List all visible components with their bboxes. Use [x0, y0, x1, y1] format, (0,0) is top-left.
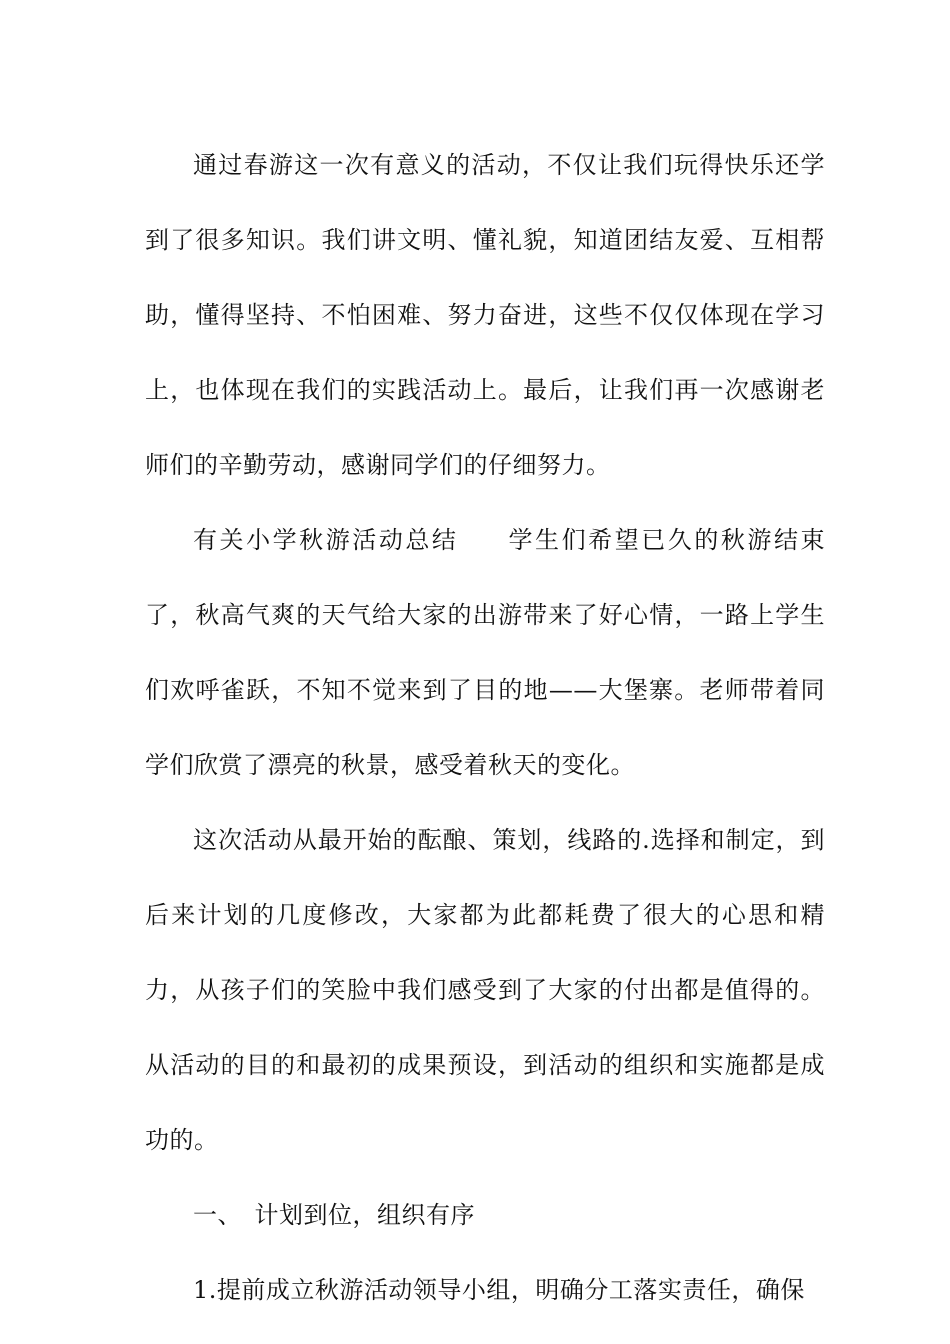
paragraph-item-1: 1.提前成立秋游活动领导小组，明确分工落实责任，确保 [193, 1276, 805, 1304]
subheading-planning: 一、 计划到位，组织有序 [193, 1201, 475, 1229]
section-heading: 有关小学秋游活动总结 [193, 526, 459, 554]
paragraph-activity-review: 这次活动从最开始的酝酿、策划，线路的.选择和制定，到后来计划的几度修改，大家都为此都耗费了很大的心思和精力，从孩子们的笑脸中我们感受到了大家的付出都是值得的。从活动的目的和最初的成果预设，到活动的组织和实施都是成功的。 [145, 826, 825, 1154]
section-first-paragraph: 学生们希望已久的秋游结束了，秋高气爽的天气给大家的出游带来了好心情，一路上学生们欢呼雀跃，不知不觉来到了目的地——大堡寨。老师带着同学们欣赏了漂亮的秋景，感受着秋天的变化。 [145, 526, 826, 779]
document-body [145, 128, 825, 1328]
paragraph-autumn-outing-intro [145, 503, 825, 803]
paragraph-spring-outing-summary: 通过春游这一次有意义的活动，不仅让我们玩得快乐还学到了很多知识。我们讲文明、懂礼貌，知道团结友爱、互相帮助，懂得坚持、不怕困难、努力奋进，这些不仅仅体现在学习上，也体现在我们的实践活动上。最后，让我们再一次感谢老师们的辛勤劳动，感谢同学们的仔细努力。 [145, 151, 825, 479]
